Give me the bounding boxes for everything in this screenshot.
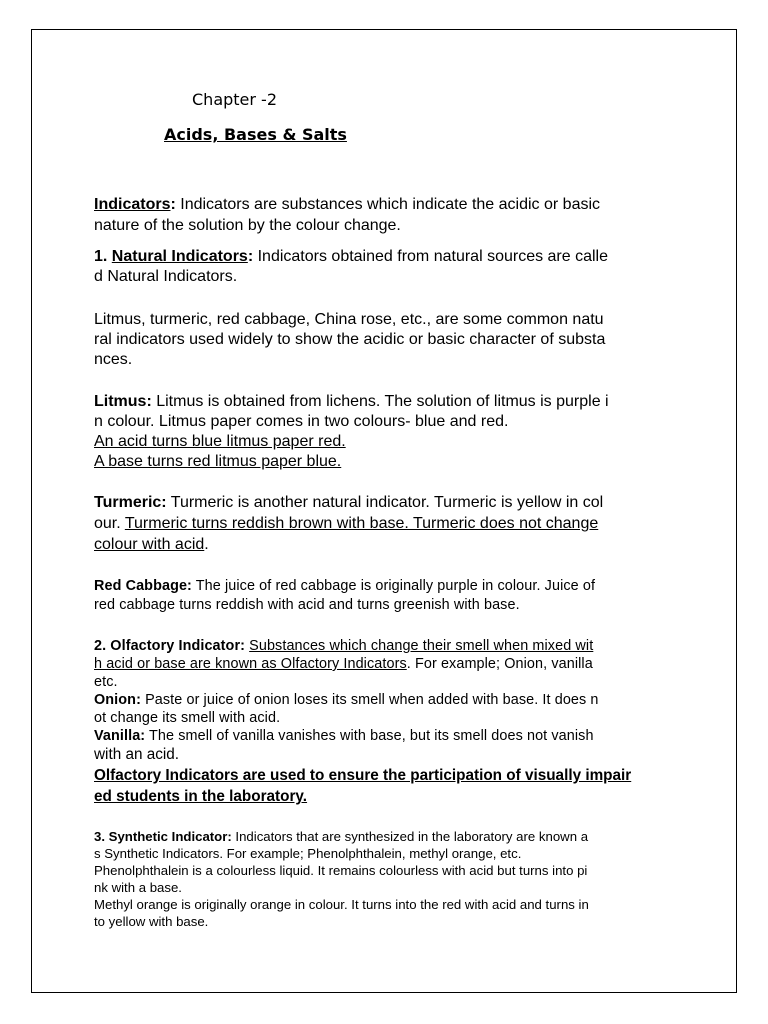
natural-text-1: Indicators obtained from natural sources are calle [253,248,609,265]
olfactory-term: 2. Olfactory Indicator: [94,638,246,654]
vanilla-line-2: with an acid. [94,746,180,763]
turmeric-line-3 [94,535,209,555]
olfactory-note-line-2: ed students in the laboratory. [94,788,308,805]
onion-text-1: Paste or juice of onion loses its smell when added with base. It does n [140,692,599,708]
vanilla-line-1 [94,727,594,745]
turmeric-text-3a: colour with acid [94,536,205,553]
natural-colon: : [247,248,254,265]
indicators-term: Indicators [94,196,171,213]
phenolphthalein-line-1: Phenolphthalein is a colourless liquid. It remains colourless with acid but turns into pi [94,863,588,878]
olfactory-text-2a: h acid or base are known as Olfactory Indicators [94,656,407,672]
examples-line-1: Litmus, turmeric, red cabbage, China rose, etc., are some common natu [94,311,604,328]
olfactory-line-3: etc. [94,674,118,690]
cabbage-text-1: The juice of red cabbage is originally purple in colour. Juice of [191,578,596,594]
onion-line-1 [94,691,599,709]
litmus-base-rule: A base turns red litmus paper blue. [94,453,342,470]
indicators-text-1: Indicators are substances which indicate the acidic or basic [175,196,601,213]
chapter-title: Acids, Bases & Salts [164,125,347,144]
natural-line-1 [94,247,608,267]
indicators-line-1 [94,195,600,215]
olfactory-line-2 [94,655,593,673]
litmus-line-2: n colour. Litmus paper comes in two colours- blue and red. [94,413,509,430]
onion-line-2: ot change its smell with acid. [94,710,281,726]
litmus-line-1 [94,392,609,412]
examples-line-2: ral indicators used widely to show the acidic or basic character of substa [94,331,606,348]
synthetic-term: 3. Synthetic Indicator: [94,829,232,844]
natural-line-2: d Natural Indicators. [94,268,238,285]
turmeric-text-2a: our. [94,515,125,532]
synthetic-text-1: Indicators that are synthesized in the laboratory are known a [231,829,589,844]
olfactory-text-1: Substances which change their smell when mixed wit [249,638,594,654]
chapter-heading: Chapter -2 [192,90,278,109]
natural-number: 1. [94,248,112,265]
document-page [31,29,737,993]
cabbage-line-1 [94,577,595,595]
natural-term: Natural Indicators [111,248,248,265]
methyl-orange-line-2: to yellow with base. [94,914,209,929]
litmus-text-1: Litmus is obtained from lichens. The solution of litmus is purple i [151,393,609,410]
turmeric-line-2 [94,514,598,534]
turmeric-term: Turmeric: [94,494,167,511]
onion-term: Onion: [94,692,141,708]
cabbage-line-2: red cabbage turns reddish with acid and turns greenish with base. [94,597,520,613]
vanilla-term: Vanilla: [94,728,146,744]
turmeric-text-3b: . [204,536,209,553]
cabbage-term: Red Cabbage: [94,578,192,594]
phenolphthalein-line-2: nk with a base. [94,880,182,895]
synthetic-line-2: s Synthetic Indicators. For example; Phenolphthalein, methyl orange, etc. [94,846,522,861]
turmeric-text-1: Turmeric is another natural indicator. Turmeric is yellow in col [166,494,604,511]
indicators-line-2: nature of the solution by the colour change. [94,217,401,234]
olfactory-text-2b: . For example; Onion, vanilla [406,656,593,672]
litmus-acid-rule: An acid turns blue litmus paper red. [94,433,346,450]
olfactory-note-line-1: Olfactory Indicators are used to ensure the participation of visually impair [94,767,632,784]
indicators-colon: : [170,196,176,213]
turmeric-text-2b: Turmeric turns reddish brown with base. Turmeric does not change [124,515,599,532]
turmeric-line-1 [94,493,603,513]
litmus-term: Litmus: [94,393,152,410]
olfactory-line-1 [94,637,593,655]
synthetic-line-1 [94,828,588,845]
methyl-orange-line-1: Methyl orange is originally orange in colour. It turns into the red with acid and turns in [94,897,589,912]
vanilla-text-1: The smell of vanilla vanishes with base, but its smell does not vanish [145,728,594,744]
examples-line-3: nces. [94,351,133,368]
